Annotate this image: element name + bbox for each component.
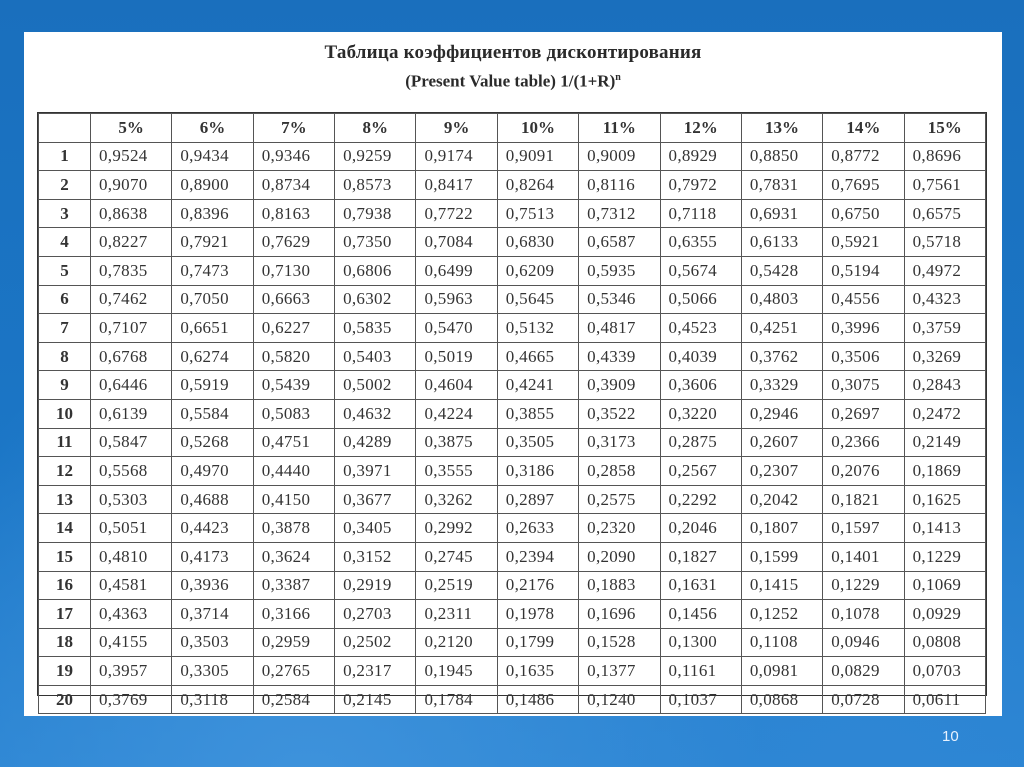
discount-factor-cell: 0,2176 <box>497 571 578 600</box>
discount-factor-cell: 0,5568 <box>91 457 172 486</box>
discount-factor-cell: 0,6750 <box>823 199 904 228</box>
row-header-period: 12 <box>39 457 91 486</box>
discount-factor-cell: 0,4155 <box>91 628 172 657</box>
discount-factor-cell: 0,3166 <box>253 600 334 629</box>
discount-factor-cell: 0,3878 <box>253 514 334 543</box>
discount-factor-cell: 0,8734 <box>253 171 334 200</box>
row-header-period: 15 <box>39 542 91 571</box>
discount-factor-cell: 0,1978 <box>497 600 578 629</box>
discount-factor-cell: 0,7312 <box>579 199 660 228</box>
discount-factor-cell: 0,4972 <box>904 256 985 285</box>
discount-factor-cell: 0,6931 <box>741 199 822 228</box>
discount-factor-cell: 0,5002 <box>335 371 416 400</box>
row-header-period: 8 <box>39 342 91 371</box>
table-row <box>39 256 986 285</box>
discount-factor-cell: 0,2575 <box>579 485 660 514</box>
discount-factor-cell: 0,5019 <box>416 342 497 371</box>
table-row <box>39 399 986 428</box>
discount-factor-cell: 0,3875 <box>416 428 497 457</box>
discount-factor-cell: 0,0868 <box>741 685 822 714</box>
discount-factor-cell: 0,2394 <box>497 542 578 571</box>
discount-factor-cell: 0,2311 <box>416 600 497 629</box>
discount-factor-cell: 0,2858 <box>579 457 660 486</box>
discount-factor-cell: 0,2076 <box>823 457 904 486</box>
discount-factor-cell: 0,5083 <box>253 399 334 428</box>
discount-factor-cell: 0,2745 <box>416 542 497 571</box>
discount-factor-cell: 0,5820 <box>253 342 334 371</box>
discount-factor-cell: 0,2149 <box>904 428 985 457</box>
discount-factor-cell: 0,8850 <box>741 142 822 171</box>
discount-factor-cell: 0,1945 <box>416 657 497 686</box>
column-header-rate: 8% <box>335 114 416 143</box>
discount-factor-cell: 0,5066 <box>660 285 741 314</box>
discount-factor-cell: 0,4817 <box>579 314 660 343</box>
discount-factor-cell: 0,3186 <box>497 457 578 486</box>
discount-factor-cell: 0,9259 <box>335 142 416 171</box>
discount-factor-cell: 0,3305 <box>172 657 253 686</box>
slide-title <box>24 40 1002 94</box>
discount-factor-cell: 0,0703 <box>904 657 985 686</box>
discount-factor-cell: 0,1415 <box>741 571 822 600</box>
discount-factor-cell: 0,2317 <box>335 657 416 686</box>
table-row <box>39 600 986 629</box>
discount-factor-cell: 0,2697 <box>823 399 904 428</box>
table-row <box>39 171 986 200</box>
discount-factor-cell: 0,4173 <box>172 542 253 571</box>
discount-factor-cell: 0,2607 <box>741 428 822 457</box>
discount-factor-cell: 0,1631 <box>660 571 741 600</box>
discount-factor-cell: 0,7938 <box>335 199 416 228</box>
discount-factor-cell: 0,4581 <box>91 571 172 600</box>
discount-factor-cell: 0,3996 <box>823 314 904 343</box>
row-header-period: 2 <box>39 171 91 200</box>
discount-factor-cell: 0,0808 <box>904 628 985 657</box>
discount-factor-cell: 0,2090 <box>579 542 660 571</box>
column-header-rate: 6% <box>172 114 253 143</box>
discount-factor-cell: 0,4632 <box>335 399 416 428</box>
discount-factor-cell: 0,3262 <box>416 485 497 514</box>
discount-factor-cell: 0,0981 <box>741 657 822 686</box>
discount-factor-cell: 0,5718 <box>904 228 985 257</box>
discount-factor-cell: 0,2567 <box>660 457 741 486</box>
row-header-period: 17 <box>39 600 91 629</box>
row-header-period: 20 <box>39 685 91 714</box>
discount-factor-cell: 0,3503 <box>172 628 253 657</box>
discount-factor-cell: 0,7462 <box>91 285 172 314</box>
slide-content-panel <box>24 32 1002 716</box>
discount-factor-cell: 0,3762 <box>741 342 822 371</box>
column-header-rate: 7% <box>253 114 334 143</box>
discount-factor-cell: 0,8638 <box>91 199 172 228</box>
discount-factor-cell: 0,3971 <box>335 457 416 486</box>
discount-factor-cell: 0,2307 <box>741 457 822 486</box>
table-corner-cell <box>39 114 91 143</box>
discount-factor-cell: 0,6830 <box>497 228 578 257</box>
discount-factor-cell: 0,1252 <box>741 600 822 629</box>
discount-factor-cell: 0,1869 <box>904 457 985 486</box>
discount-factor-cell: 0,1240 <box>579 685 660 714</box>
column-header-rate: 5% <box>91 114 172 143</box>
row-header-period: 4 <box>39 228 91 257</box>
discount-factor-cell: 0,1229 <box>904 542 985 571</box>
discount-factor-cell: 0,4251 <box>741 314 822 343</box>
discount-factor-cell: 0,4556 <box>823 285 904 314</box>
discount-factor-cell: 0,3769 <box>91 685 172 714</box>
discount-factor-cell: 0,2584 <box>253 685 334 714</box>
discount-factor-cell: 0,2765 <box>253 657 334 686</box>
title-russian: Таблица коэффициентов дисконтирования <box>324 42 702 63</box>
discount-factor-cell: 0,2320 <box>579 514 660 543</box>
discount-factor-cell: 0,3152 <box>335 542 416 571</box>
discount-factor-cell: 0,1883 <box>579 571 660 600</box>
discount-factor-cell: 0,3759 <box>904 314 985 343</box>
discount-factor-cell: 0,6651 <box>172 314 253 343</box>
discount-factor-cell: 0,9524 <box>91 142 172 171</box>
discount-factor-cell: 0,5194 <box>823 256 904 285</box>
discount-factor-cell: 0,4440 <box>253 457 334 486</box>
discount-factor-cell: 0,1799 <box>497 628 578 657</box>
discount-factor-cell: 0,7695 <box>823 171 904 200</box>
table-row <box>39 314 986 343</box>
discount-factor-cell: 0,4604 <box>416 371 497 400</box>
discount-factor-cell: 0,6139 <box>91 399 172 428</box>
discount-factor-cell: 0,3505 <box>497 428 578 457</box>
discount-factor-cell: 0,9091 <box>497 142 578 171</box>
discount-factor-cell: 0,2502 <box>335 628 416 657</box>
column-header-rate: 12% <box>660 114 741 143</box>
discount-factor-cell: 0,8573 <box>335 171 416 200</box>
row-header-period: 1 <box>39 142 91 171</box>
table-row <box>39 685 986 714</box>
discount-factor-cell: 0,6302 <box>335 285 416 314</box>
table-row <box>39 228 986 257</box>
discount-factor-cell: 0,2292 <box>660 485 741 514</box>
table-row <box>39 285 986 314</box>
discount-factor-cell: 0,3405 <box>335 514 416 543</box>
discount-factor-cell: 0,9070 <box>91 171 172 200</box>
row-header-period: 11 <box>39 428 91 457</box>
discount-factor-cell: 0,7130 <box>253 256 334 285</box>
column-header-rate: 13% <box>741 114 822 143</box>
discount-factor-cell: 0,3936 <box>172 571 253 600</box>
discount-factor-cell: 0,7561 <box>904 171 985 200</box>
discount-factor-cell: 0,1827 <box>660 542 741 571</box>
discount-factor-cell: 0,1069 <box>904 571 985 600</box>
title-exponent: n <box>615 72 621 83</box>
discount-factor-cell: 0,1456 <box>660 600 741 629</box>
discount-factor-cell: 0,8116 <box>579 171 660 200</box>
discount-factor-cell: 0,5963 <box>416 285 497 314</box>
table-row <box>39 657 986 686</box>
row-header-period: 19 <box>39 657 91 686</box>
discount-factor-cell: 0,8696 <box>904 142 985 171</box>
discount-factor-cell: 0,1377 <box>579 657 660 686</box>
table-row <box>39 342 986 371</box>
discount-factor-cell: 0,1300 <box>660 628 741 657</box>
discount-factor-cell: 0,1037 <box>660 685 741 714</box>
column-header-rate: 10% <box>497 114 578 143</box>
discount-factor-cell: 0,2959 <box>253 628 334 657</box>
discount-factor-cell: 0,6587 <box>579 228 660 257</box>
table-row <box>39 514 986 543</box>
discount-factor-cell: 0,2703 <box>335 600 416 629</box>
discount-factor-cell: 0,6446 <box>91 371 172 400</box>
discount-factor-cell: 0,1625 <box>904 485 985 514</box>
discount-factor-cell: 0,0611 <box>904 685 985 714</box>
discount-factor-cell: 0,5935 <box>579 256 660 285</box>
discount-factor-cell: 0,7050 <box>172 285 253 314</box>
discount-factor-cell: 0,2843 <box>904 371 985 400</box>
discount-factor-cell: 0,4751 <box>253 428 334 457</box>
discount-factor-cell: 0,5303 <box>91 485 172 514</box>
discount-factor-cell: 0,1821 <box>823 485 904 514</box>
discount-factor-cell: 0,1229 <box>823 571 904 600</box>
discount-factor-cell: 0,6663 <box>253 285 334 314</box>
discount-factor-cell: 0,7629 <box>253 228 334 257</box>
discount-factor-cell: 0,2875 <box>660 428 741 457</box>
discount-factor-cell: 0,4289 <box>335 428 416 457</box>
title-english <box>24 66 1002 94</box>
column-header-rate: 15% <box>904 114 985 143</box>
discount-factor-cell: 0,2366 <box>823 428 904 457</box>
discount-factor-cell: 0,4665 <box>497 342 578 371</box>
table-row <box>39 142 986 171</box>
discount-factor-cell: 0,5847 <box>91 428 172 457</box>
discount-factor-cell: 0,8264 <box>497 171 578 200</box>
row-header-period: 14 <box>39 514 91 543</box>
discount-factor-cell: 0,0929 <box>904 600 985 629</box>
discount-factor-cell: 0,7084 <box>416 228 497 257</box>
discount-factor-cell: 0,4970 <box>172 457 253 486</box>
row-header-period: 10 <box>39 399 91 428</box>
discount-factor-cell: 0,5428 <box>741 256 822 285</box>
title-english-text: (Present Value table) 1/(1+R) <box>405 71 616 91</box>
discount-factor-cell: 0,6768 <box>91 342 172 371</box>
discount-factor-cell: 0,1528 <box>579 628 660 657</box>
row-header-period: 9 <box>39 371 91 400</box>
discount-factor-cell: 0,2472 <box>904 399 985 428</box>
discount-factor-cell: 0,1807 <box>741 514 822 543</box>
discount-factor-cell: 0,3118 <box>172 685 253 714</box>
row-header-period: 6 <box>39 285 91 314</box>
discount-factor-cell: 0,6499 <box>416 256 497 285</box>
row-header-period: 16 <box>39 571 91 600</box>
discount-factor-cell: 0,3522 <box>579 399 660 428</box>
discount-factor-cell: 0,1161 <box>660 657 741 686</box>
discount-factor-cell: 0,7972 <box>660 171 741 200</box>
discount-factor-cell: 0,3624 <box>253 542 334 571</box>
discount-factor-cell: 0,4323 <box>904 285 985 314</box>
discount-factor-cell: 0,4423 <box>172 514 253 543</box>
discount-factor-cell: 0,8163 <box>253 199 334 228</box>
discount-factor-cell: 0,3555 <box>416 457 497 486</box>
discount-factor-cell: 0,8929 <box>660 142 741 171</box>
discount-factor-cell: 0,2946 <box>741 399 822 428</box>
page-number: 10 <box>942 728 959 745</box>
discount-factor-cell: 0,3387 <box>253 571 334 600</box>
row-header-period: 5 <box>39 256 91 285</box>
discount-factor-cell: 0,5346 <box>579 285 660 314</box>
discount-factor-cell: 0,0946 <box>823 628 904 657</box>
discount-factor-cell: 0,3173 <box>579 428 660 457</box>
column-header-rate: 11% <box>579 114 660 143</box>
discount-factor-cell: 0,8227 <box>91 228 172 257</box>
discount-factor-cell: 0,2145 <box>335 685 416 714</box>
row-header-period: 13 <box>39 485 91 514</box>
discount-factor-cell: 0,4339 <box>579 342 660 371</box>
table-row <box>39 199 986 228</box>
discount-factor-cell: 0,1597 <box>823 514 904 543</box>
discount-factor-cell: 0,5470 <box>416 314 497 343</box>
discount-factor-cell: 0,5051 <box>91 514 172 543</box>
discount-factor-cell: 0,5835 <box>335 314 416 343</box>
discount-factor-cell: 0,8396 <box>172 199 253 228</box>
discount-factor-cell: 0,7831 <box>741 171 822 200</box>
discount-factor-cell: 0,9009 <box>579 142 660 171</box>
discount-factor-cell: 0,7835 <box>91 256 172 285</box>
discount-factor-cell: 0,3957 <box>91 657 172 686</box>
discount-factor-cell: 0,4523 <box>660 314 741 343</box>
discount-factor-cell: 0,7118 <box>660 199 741 228</box>
discount-factor-cell: 0,2046 <box>660 514 741 543</box>
discount-factor-cell: 0,3506 <box>823 342 904 371</box>
table-row <box>39 628 986 657</box>
discount-factor-cell: 0,5584 <box>172 399 253 428</box>
discount-factor-cell: 0,4241 <box>497 371 578 400</box>
discount-factor-cell: 0,6133 <box>741 228 822 257</box>
discount-factor-cell: 0,1486 <box>497 685 578 714</box>
discount-factor-cell: 0,0728 <box>823 685 904 714</box>
discount-factor-cell: 0,7107 <box>91 314 172 343</box>
discount-factor-cell: 0,3714 <box>172 600 253 629</box>
discount-factor-cell: 0,4039 <box>660 342 741 371</box>
table-row <box>39 457 986 486</box>
discount-factor-cell: 0,7473 <box>172 256 253 285</box>
discount-factor-cell: 0,5921 <box>823 228 904 257</box>
discount-factor-cell: 0,3269 <box>904 342 985 371</box>
discount-factor-cell: 0,7722 <box>416 199 497 228</box>
discount-factor-cell: 0,5645 <box>497 285 578 314</box>
discount-factor-cell: 0,6274 <box>172 342 253 371</box>
discount-factor-cell: 0,9346 <box>253 142 334 171</box>
table-row <box>39 428 986 457</box>
discount-factor-cell: 0,1696 <box>579 600 660 629</box>
discount-factor-cell: 0,8772 <box>823 142 904 171</box>
discount-factor-cell: 0,1078 <box>823 600 904 629</box>
discount-factor-cell: 0,2897 <box>497 485 578 514</box>
discount-factor-cell: 0,6575 <box>904 199 985 228</box>
discount-factor-cell: 0,7921 <box>172 228 253 257</box>
discount-factor-cell: 0,7350 <box>335 228 416 257</box>
discount-factor-cell: 0,3855 <box>497 399 578 428</box>
discount-factor-cell: 0,4810 <box>91 542 172 571</box>
discount-factor-cell: 0,5919 <box>172 371 253 400</box>
discount-factor-cell: 0,6806 <box>335 256 416 285</box>
discount-factor-cell: 0,3909 <box>579 371 660 400</box>
discount-factor-table <box>38 113 986 714</box>
discount-factor-cell: 0,1108 <box>741 628 822 657</box>
table-row <box>39 542 986 571</box>
discount-factor-cell: 0,1784 <box>416 685 497 714</box>
discount-factor-cell: 0,2633 <box>497 514 578 543</box>
discount-factor-cell: 0,5439 <box>253 371 334 400</box>
row-header-period: 18 <box>39 628 91 657</box>
discount-factor-cell: 0,5132 <box>497 314 578 343</box>
discount-factor-cell: 0,1599 <box>741 542 822 571</box>
discount-factor-cell: 0,6209 <box>497 256 578 285</box>
discount-factor-cell: 0,2042 <box>741 485 822 514</box>
discount-factor-cell: 0,2120 <box>416 628 497 657</box>
discount-factor-cell: 0,5403 <box>335 342 416 371</box>
row-header-period: 3 <box>39 199 91 228</box>
discount-factor-cell: 0,7513 <box>497 199 578 228</box>
table-row <box>39 571 986 600</box>
table-row <box>39 485 986 514</box>
discount-factor-cell: 0,4150 <box>253 485 334 514</box>
table-header-row <box>39 114 986 143</box>
column-header-rate: 9% <box>416 114 497 143</box>
discount-factor-cell: 0,3677 <box>335 485 416 514</box>
discount-factor-cell: 0,4803 <box>741 285 822 314</box>
discount-factor-cell: 0,6355 <box>660 228 741 257</box>
discount-factor-cell: 0,9174 <box>416 142 497 171</box>
discount-factor-cell: 0,4363 <box>91 600 172 629</box>
discount-factor-cell: 0,0829 <box>823 657 904 686</box>
discount-factor-cell: 0,9434 <box>172 142 253 171</box>
discount-factor-cell: 0,3329 <box>741 371 822 400</box>
discount-factor-cell: 0,2919 <box>335 571 416 600</box>
discount-factor-cell: 0,3606 <box>660 371 741 400</box>
row-header-period: 7 <box>39 314 91 343</box>
discount-factor-cell: 0,6227 <box>253 314 334 343</box>
discount-factor-cell: 0,2992 <box>416 514 497 543</box>
discount-factor-cell: 0,3075 <box>823 371 904 400</box>
discount-factor-cell: 0,2519 <box>416 571 497 600</box>
discount-factor-cell: 0,4224 <box>416 399 497 428</box>
discount-factor-cell: 0,1635 <box>497 657 578 686</box>
discount-factor-cell: 0,1413 <box>904 514 985 543</box>
discount-factor-cell: 0,8900 <box>172 171 253 200</box>
discount-factor-cell: 0,4688 <box>172 485 253 514</box>
discount-factor-cell: 0,5268 <box>172 428 253 457</box>
discount-factor-cell: 0,3220 <box>660 399 741 428</box>
discount-factor-cell: 0,5674 <box>660 256 741 285</box>
table-row <box>39 371 986 400</box>
discount-factor-cell: 0,8417 <box>416 171 497 200</box>
discount-factor-table-frame <box>37 112 987 709</box>
column-header-rate: 14% <box>823 114 904 143</box>
discount-factor-cell: 0,1401 <box>823 542 904 571</box>
